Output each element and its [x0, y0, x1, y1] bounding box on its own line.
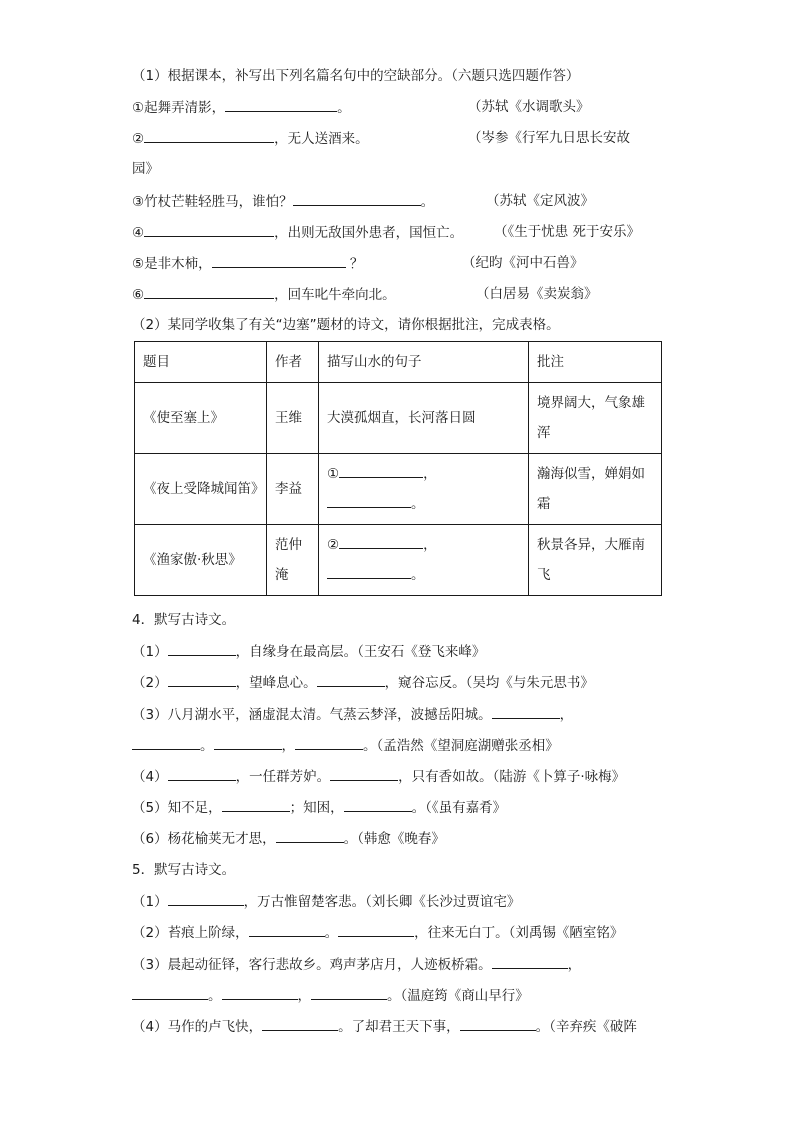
answer-blank[interactable]: [212, 253, 346, 268]
answer-blank[interactable]: [460, 1016, 536, 1031]
item-3-text: ③竹杖芒鞋轻胜马，谁怕？: [132, 194, 293, 210]
text: 。了却君王天下事，: [338, 1019, 460, 1035]
answer-blank[interactable]: [222, 985, 298, 1000]
q4-line-4: [132, 766, 625, 787]
q4-line-3-cont: [132, 735, 559, 756]
answer-blank[interactable]: [168, 672, 236, 687]
answer-blank[interactable]: [168, 766, 236, 781]
text: 。（温庭筠《商山早行》: [387, 988, 529, 1004]
answer-blank[interactable]: [293, 191, 421, 206]
item-2: [132, 128, 369, 149]
poem-line-cell: [319, 525, 529, 596]
text: ，一任群芳妒。: [235, 769, 331, 785]
answer-blank[interactable]: [338, 922, 414, 937]
item-2-end: ，无人送酒来。: [274, 131, 369, 147]
q4-line-1: [132, 641, 485, 662]
poem-title: 《渔家傲·秋思》: [135, 525, 267, 596]
text: （6）杨花榆荚无才思，: [132, 831, 276, 847]
text: 。（孟浩然《望洞庭湖赠张丞相》: [363, 738, 559, 754]
poem-author: 范仲淹: [267, 525, 319, 596]
item-3: [132, 191, 434, 212]
table-row: [135, 525, 662, 596]
text: （2）苔痕上阶绿，: [132, 925, 249, 941]
answer-blank[interactable]: [249, 922, 325, 937]
answer-blank[interactable]: [317, 672, 385, 687]
label: （2）: [132, 675, 168, 691]
comma: ，: [423, 537, 437, 553]
poem-note: 秋景各异，大雁南飞: [529, 525, 662, 596]
q4-line-3: [132, 704, 573, 725]
table-header-row: [135, 342, 662, 383]
header-line: 描写山水的句子: [319, 342, 529, 383]
answer-blank[interactable]: [132, 985, 208, 1000]
item-1: [132, 97, 351, 118]
text: ，望峰息心。: [235, 675, 317, 691]
item-5-end: ？: [345, 256, 364, 272]
item-4-text: ④: [132, 225, 145, 241]
text: ，自缘身在最高层。（王安石《登飞来峰》: [235, 644, 486, 660]
header-note: 批注: [529, 342, 662, 383]
text: 。（辛弃疾《破阵: [535, 1019, 637, 1035]
text: ，窥谷忘反。（吴均《与朱元思书》: [384, 675, 594, 691]
table-row: [135, 454, 662, 525]
q4-heading: 4．默写古诗文。: [132, 612, 236, 628]
item-4-end: ，出则无敌国外患者，国恒亡。: [274, 225, 464, 241]
text: ，: [567, 957, 582, 973]
poem-line: 大漠孤烟直，长河落日圆: [319, 383, 529, 454]
item-6-end: ，回车叱牛牵向北。: [274, 287, 396, 303]
text: ，万古惟留楚客悲。（刘长卿《长沙过贾谊宅》: [243, 894, 521, 910]
text: （4）马作的卢飞快，: [132, 1019, 263, 1035]
text: 。（韩愈《晚春》: [343, 831, 445, 847]
item-2-text: ②: [132, 131, 145, 147]
label: （1）: [132, 644, 168, 660]
text: ，: [559, 707, 574, 723]
answer-blank[interactable]: [168, 891, 244, 906]
text: （3）八月湖水平，涵虚混太清。气蒸云梦泽，波撼岳阳城。: [132, 707, 492, 723]
poem-line-cell: [319, 454, 529, 525]
header-title: 题目: [135, 342, 267, 383]
comma: ，: [423, 466, 437, 482]
answer-blank[interactable]: [492, 954, 568, 969]
q4-line-6: [132, 828, 445, 849]
item-2-cont: 园》: [132, 161, 159, 177]
answer-blank[interactable]: [222, 797, 290, 812]
label: （4）: [132, 769, 168, 785]
q5-line-3-cont: [132, 985, 529, 1006]
q5-line-3: [132, 954, 581, 975]
answer-blank[interactable]: [327, 564, 411, 579]
poem-title: 《夜上受降城闻笛》: [135, 454, 267, 525]
item-1-text: ①起舞弄清影，: [132, 100, 226, 116]
answer-blank[interactable]: [295, 735, 363, 750]
q4-line-5: [132, 797, 506, 818]
q5-line-1: [132, 891, 520, 912]
answer-blank[interactable]: [330, 766, 398, 781]
poem-author: 李益: [267, 454, 319, 525]
text: （3）晨起动征铎，客行悲故乡。鸡声茅店月，人迹板桥霜。: [132, 957, 492, 973]
q4-line-2: [132, 672, 594, 693]
frontier-poems-table: [134, 341, 662, 596]
item-1-source: （苏轼《水调歌头》: [468, 99, 590, 115]
text: ，只有香如故。（陆游《卜算子·咏梅》: [398, 769, 626, 785]
answer-blank[interactable]: [132, 735, 200, 750]
item-1-end: 。: [337, 100, 351, 116]
text: （5）知不足，: [132, 800, 222, 816]
poem-title: 《使至塞上》: [135, 383, 267, 454]
item-4-source: （《生于忧患 死于安乐》: [494, 224, 641, 240]
text: 。: [208, 988, 222, 1004]
item-5-text: ⑤是非木柿，: [132, 256, 212, 272]
item-6-source: （白居易《卖炭翁》: [476, 286, 598, 302]
answer-blank[interactable]: [168, 641, 236, 656]
blank-number: ①: [327, 466, 340, 482]
answer-blank[interactable]: [144, 284, 274, 299]
item-4: [132, 222, 463, 243]
q5-line-2: [132, 922, 623, 943]
text: 。: [324, 925, 339, 941]
text: ，往来无白丁。（刘禹锡《陋室铭》: [414, 925, 624, 941]
item-2-source: （岑参《行军九日思长安故: [468, 130, 630, 146]
item-6: [132, 284, 396, 305]
header-author: 作者: [267, 342, 319, 383]
answer-blank[interactable]: [339, 463, 423, 478]
answer-blank[interactable]: [144, 128, 274, 143]
text: ，: [297, 988, 311, 1004]
poem-note: 境界阔大，气象雄浑: [529, 383, 662, 454]
answer-blank[interactable]: [225, 97, 337, 112]
text: 。（《虽有嘉肴》: [411, 800, 507, 816]
poem-note: 瀚海似雪，婵娟如霜: [529, 454, 662, 525]
answer-blank[interactable]: [262, 1016, 338, 1031]
answer-blank[interactable]: [311, 985, 387, 1000]
label: （1）: [132, 894, 168, 910]
item-5: [132, 253, 363, 274]
answer-blank[interactable]: [492, 704, 560, 719]
answer-blank[interactable]: [214, 735, 282, 750]
part1-instruction: （1）根据课本，补写出下列名篇名句中的空缺部分。（六题只选四题作答）: [132, 68, 580, 84]
part2-instruction: （2）某同学收集了有关“边塞”题材的诗文，请你根据批注，完成表格。: [132, 317, 560, 333]
item-5-source: （纪昀《河中石兽》: [462, 255, 584, 271]
answer-blank[interactable]: [144, 222, 274, 237]
item-3-end: 。: [420, 194, 435, 210]
text: ，: [281, 738, 295, 754]
item-6-text: ⑥: [132, 287, 145, 303]
answer-blank[interactable]: [276, 828, 344, 843]
text: ；知困，: [289, 800, 344, 816]
item-3-source: （苏轼《定风波》: [486, 193, 594, 209]
blank-number: ②: [327, 537, 340, 553]
q5-heading: 5．默写古诗文。: [132, 862, 236, 878]
text: 。: [200, 738, 214, 754]
answer-blank[interactable]: [327, 493, 411, 508]
q5-line-4: [132, 1016, 637, 1037]
poem-author: 王维: [267, 383, 319, 454]
answer-blank[interactable]: [344, 797, 412, 812]
answer-blank[interactable]: [339, 534, 423, 549]
period: 。: [411, 567, 425, 583]
table-row: [135, 383, 662, 454]
period: 。: [411, 496, 425, 512]
